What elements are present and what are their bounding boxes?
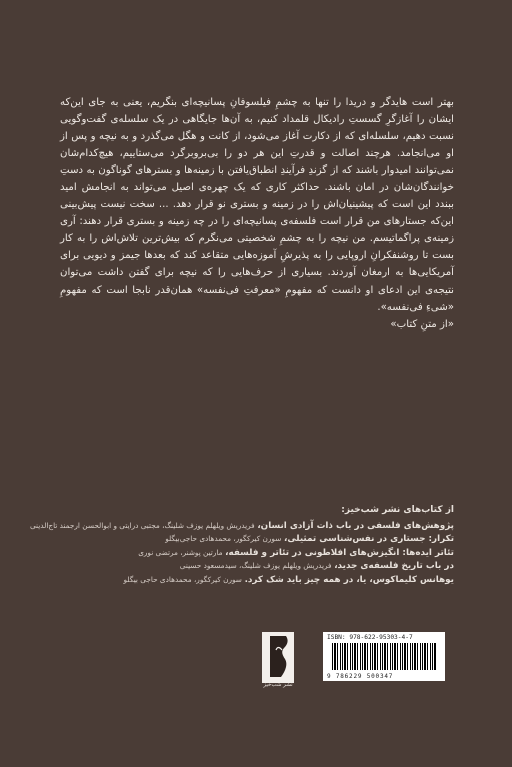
book-authors: فریدریش ویلهلم یوزف شلینگ، مجتبی درایتی و ابوالحسن ارجمند تاج‌الدینی [29,520,255,530]
book-title: در باب تاریخ فلسفه‌ی جدید، [334,561,454,572]
book-item [60,532,454,546]
publisher-books-list [29,504,454,587]
book-excerpt [60,94,454,333]
isbn-barcode [323,632,445,681]
isbn-label: ISBN: 978-622-95303-4-7 [327,634,413,641]
excerpt-paragraph: بهتر است هایدگر و دریدا را تنها به چشمِ فیلسوفانِ پسانیچه‌ای بنگریم، یعنی به جای این‌که ایشان را آغازگرِ گسستِ رادیکال قلمداد کنیم، به آن‌ها جایگاهی در یک سلسله‌ی گفت‌وگویی نسبت دهیم، سلسله‌ای که از دکارت آغاز می‌شود، از کانت و هگل می‌گذرد و به نیچه و پس از او می‌انجامد. هرچند اصالت و قدرتِ این هر دو را بی‌بروبرگرد می‌ستاییم، هیچ‌کدام‌شان نمی‌توانند امیدوار باشند که از گزندِ فرآیندِ انطباق‌یافتن با زمینه‌ها و بسترهای گوناگون به دستِ خوانندگان‌شان در امان باشند. حداکثر کاری که یک چهره‌ی اصیل می‌تواند به انجامش امید ببندد این است که پیشینیان‌اش را در زمینه و بستری نو قرار دهد. ... سخت نیست پیش‌بینی این‌که جستارهای من قرار است فلسفه‌ی پسانیچه‌ای را در چه زمینه و بستری قرار دهند: آری زمینه‌ی پراگماتیسم. من نیچه را به چشمِ شخصیتی می‌نگرم که بیش‌ترین تلاش‌اش را به کار بست تا روشنفکرانِ اروپایی را به پذیرشِ آموزه‌هایی متقاعد کند که بعدها جیمز و دیویی برای آمریکایی‌ها به ارمغان آوردند. بسیاری از حرف‌هایی را که نیچه برای گفتن داشت می‌توان نتیجه‌ی این ادعای او دانست که مفهومِ «معرفتِ فی‌نفسه» همان‌قدر نابجا است که مفهومِ «شیءِ فی‌نفسه». [60,97,454,313]
publisher-name: نشر شب‌خیز [263,682,293,688]
book-authors: سورن کیرکگور، محمدهادی حاجی‌بیگلو [165,534,282,544]
books-heading: از کتاب‌های نشر شب‌خیز: [341,505,454,515]
publisher-logo-icon [262,632,294,683]
book-item [60,546,454,560]
book-authors: مارتین پوشنر، مرتضی نوری [138,547,223,557]
barcode-digits: 9 786229 500347 [327,673,394,680]
book-title: تکرار: جستاری در نفس‌شناسی تمثیلی، [283,534,454,545]
book-title: یوهانس کلیماکوس، یا، در همه چیز باید شک کرد. [244,574,454,585]
book-item [29,519,454,533]
book-title: پژوهش‌های فلسفی در باب ذات آزادی انسان، [257,520,454,531]
barcode-icon [332,643,436,670]
excerpt-source: «از متنِ کتاب» [390,318,454,330]
book-item [60,573,454,587]
book-authors: سورن کیرکگور، محمدهادی حاجی بیگلو [123,574,242,584]
book-item [60,559,454,573]
book-authors: فریدریش ویلهلم یوزف شلینگ، سیدمسعود حسینی [179,561,332,571]
book-title: تئاتر ایده‌ها: انگیزش‌های افلاطونی در تئاتر و فلسفه، [225,547,454,558]
